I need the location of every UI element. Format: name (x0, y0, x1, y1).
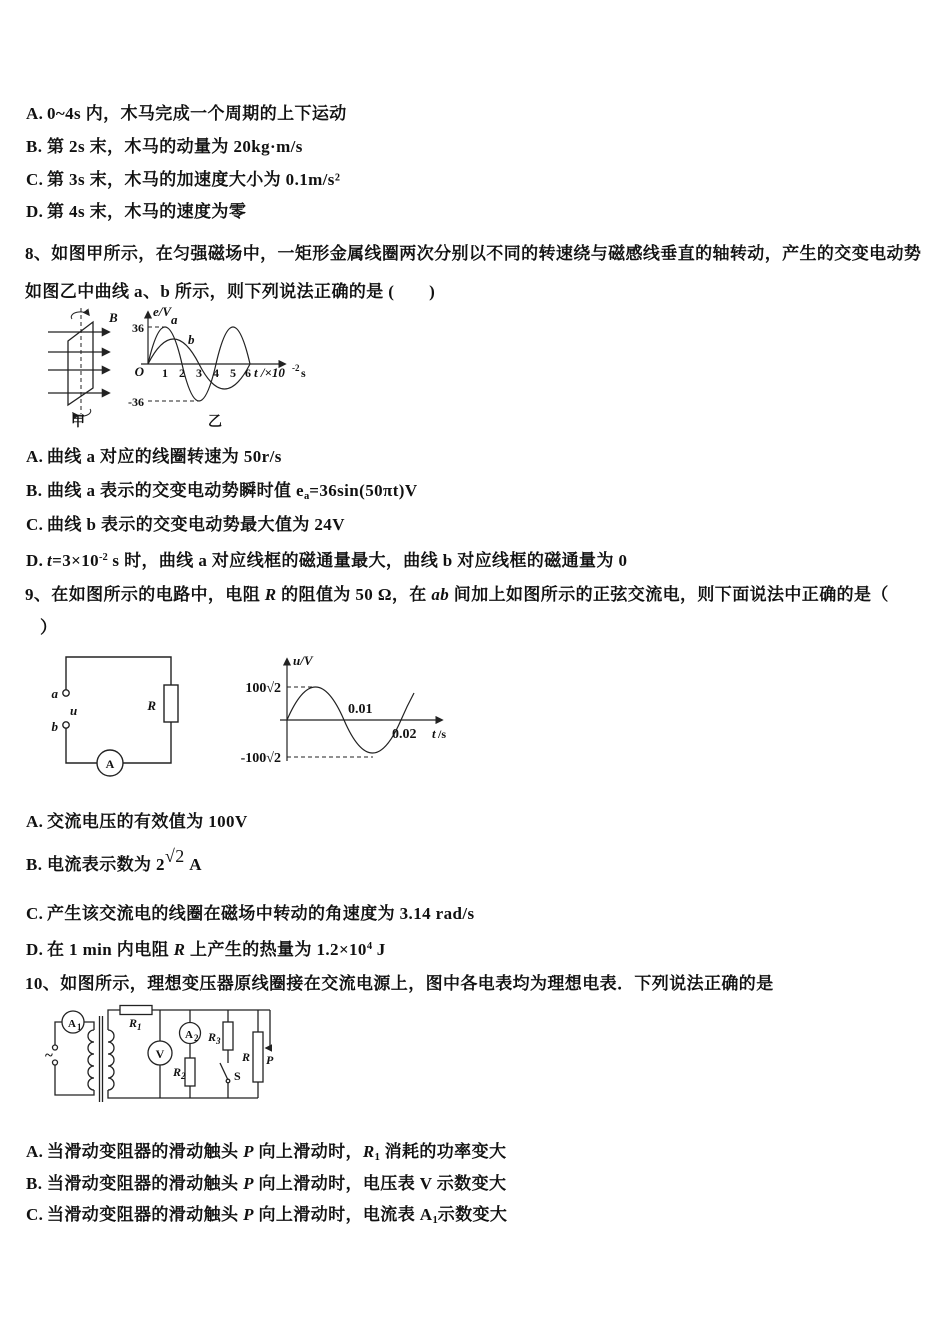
ammeter-a1-sub: 1 (77, 1022, 82, 1032)
resistor-R1-sub: 1 (137, 1022, 142, 1032)
q10-option-a (26, 1141, 506, 1169)
ac-source-symbol: ~ (45, 1048, 53, 1064)
q7-option-c (26, 169, 340, 191)
ymin-label: -36 (128, 395, 144, 409)
y-axis-label: u/V (293, 653, 313, 668)
slider-P-label: P (266, 1053, 274, 1067)
option-text: 交流电压的有效值为 100V (47, 812, 248, 831)
option-letter: A. (26, 104, 44, 123)
option-text: 第 2s 末，木马的动量为 20kg·m/s (47, 137, 303, 156)
label-jia: 甲 (71, 415, 85, 430)
x-tick-2: 2 (179, 366, 185, 380)
q7-option-a (26, 103, 347, 125)
resistor-R3-label: R (208, 1030, 217, 1044)
option-text: 0~4s 内，木马完成一个周期的上下运动 (47, 104, 347, 123)
option-letter: A. (26, 1142, 44, 1161)
x-axis-label-t: t (432, 726, 436, 741)
primary-coil (88, 1030, 94, 1090)
field-label-B: B (109, 310, 118, 325)
q8-stem-line2: 如图乙中曲线 a、b 所示，则下列说法正确的是 ( ) (25, 282, 436, 301)
origin-label: O (134, 364, 144, 379)
option-text: 产生该交流电的线圈在磁场中转动的角速度为 3.14 rad/s (47, 904, 475, 923)
option-letter: B. (26, 481, 43, 500)
option-text: 曲线 b 表示的交变电动势最大值为 24V (47, 515, 345, 534)
q9-stem-close-paren: ） (40, 618, 58, 637)
curve-a-label: a (171, 312, 178, 327)
voltmeter-letter: V (155, 1047, 165, 1061)
x-unit-exp: -2 (292, 363, 300, 373)
resistor-R1 (120, 1006, 152, 1015)
x-axis-label-s: /s (438, 727, 447, 741)
option-text: 第 3s 末，木马的加速度大小为 0.1m/s² (47, 170, 341, 189)
option-text: 当滑动变阻器的滑动触头 P 向上滑动时，电压表 V 示数变大 (47, 1174, 507, 1193)
q8-option-d (26, 547, 627, 572)
source-terminal (53, 1060, 58, 1065)
x-tick-4: 4 (213, 366, 219, 380)
option-text: 当滑动变阻器的滑动触头 P 向上滑动时，电流表 A1示数变大 (47, 1205, 508, 1226)
q8-option-c (26, 514, 345, 536)
q9-option-d (26, 936, 386, 961)
bottom-rail (108, 1090, 258, 1098)
switch-label: S (234, 1069, 241, 1083)
emf-graph (141, 312, 285, 401)
resistor-R-label: R (147, 698, 156, 713)
coil-in-field-diagram (48, 308, 109, 416)
option-letter: D. (26, 940, 44, 959)
resistor-R (164, 685, 178, 722)
option-text: 曲线 a 表示的交变电动势瞬时值 ea=36sin(50πt)V (47, 481, 418, 502)
resistor-R3-sub: 3 (216, 1036, 221, 1046)
option-letter: C. (26, 904, 44, 923)
resistor-R1-label: R (129, 1016, 138, 1030)
ymax-label: 36 (132, 321, 144, 335)
option-text: $t=3\times 10^{-2}$ s 时，曲线 a 对应线框的磁通量最大，曲线 b 对应线框的磁通量为 0 (47, 551, 628, 570)
option-letter: A. (26, 447, 44, 466)
option-letter: C. (26, 1205, 44, 1224)
q8-option-a (26, 446, 282, 468)
resistor-R2-label: R (173, 1065, 182, 1079)
curve-b-label: b (188, 332, 195, 347)
primary-wire-top (55, 1022, 62, 1045)
secondary-wire-top (108, 1010, 120, 1030)
option-text: 曲线 a 对应的线圈转速为 50r/s (47, 447, 282, 466)
y-axis-label: e/V (153, 304, 172, 319)
rotation-arrow-top (71, 312, 89, 319)
option-letter: B. (26, 1174, 43, 1193)
circuit-diagram (63, 657, 178, 776)
switch-pivot (226, 1079, 230, 1083)
q8-option-b (26, 480, 418, 508)
q8-figure (45, 302, 345, 434)
x-unit-s: s (301, 366, 306, 380)
q9-option-a (26, 811, 248, 833)
option-text: 在 1 min 内电阻 R 上产生的热量为 $1.2\times 10^4$ J (47, 940, 386, 959)
q9-stem: 9、在如图所示的电路中，电阻 R 的阻值为 50 Ω，在 ab 间加上如图所示的正弦交流电，则下面说法中正确的是（ (25, 585, 889, 604)
source-terminal (53, 1045, 58, 1050)
ammeter-letter: A (105, 757, 115, 771)
terminal-a-label: a (51, 686, 58, 701)
x-tick-002: 0.02 (392, 727, 417, 742)
q8-stem-line1: 8、如图甲所示，在匀强磁场中，一矩形金属线圈两次分别以不同的转速绕与磁感线垂直的轴转动，产生的交变电动势 (25, 244, 922, 263)
option-letter: D. (26, 551, 44, 570)
ammeter-a2-letter: A (185, 1029, 193, 1041)
x-unit-base: t /×10 (254, 365, 285, 380)
option-text: 电流表示数为 2√2 A (47, 846, 202, 874)
ammeter-a2-sub: 2 (194, 1033, 199, 1043)
q7-option-d (26, 201, 246, 223)
secondary-coil (108, 1030, 114, 1090)
option-text: 第 4s 末，木马的速度为零 (47, 202, 247, 221)
option-text: 当滑动变阻器的滑动触头 P 向上滑动时，R1 消耗的功率变大 (47, 1142, 507, 1163)
q9-figure (48, 643, 468, 803)
ammeter-a1-letter: A (68, 1018, 76, 1030)
option-letter: D. (26, 202, 44, 221)
option-letter: B. (26, 855, 43, 874)
label-yi: 乙 (208, 415, 222, 430)
option-letter: A. (26, 812, 44, 831)
rheostat-R-label: R (241, 1050, 250, 1064)
terminal-b-label: b (51, 719, 58, 734)
x-tick-3: 3 (196, 366, 202, 380)
vmax-label: 100√2 (245, 681, 281, 696)
q7-option-b (26, 136, 303, 158)
option-letter: C. (26, 515, 44, 534)
x-tick-6: 6 (245, 366, 251, 380)
switch-blade (220, 1063, 228, 1080)
rheostat-R (253, 1032, 263, 1082)
resistor-R2-sub: 2 (181, 1071, 186, 1081)
terminal-a (63, 690, 69, 696)
x-tick-001: 0.01 (348, 702, 373, 717)
primary-wire-to-coil (84, 1022, 94, 1030)
resistor-R3 (223, 1022, 233, 1050)
vmin-label: -100√2 (240, 751, 281, 766)
q10-figure (36, 1002, 281, 1122)
q9-option-b (26, 846, 202, 876)
voltage-u-label: u (70, 703, 78, 718)
q10-stem: 10、如图所示，理想变压器原线圈接在交流电源上，图中各电表均为理想电表．下列说法正确的是 (25, 974, 774, 993)
resistor-R2 (185, 1058, 195, 1086)
q10-option-b (26, 1173, 506, 1195)
q9-option-c (26, 903, 475, 925)
x-tick-1: 1 (162, 366, 168, 380)
terminal-b (63, 722, 69, 728)
q10-option-c (26, 1204, 507, 1232)
option-letter: C. (26, 170, 44, 189)
option-letter: B. (26, 137, 43, 156)
x-tick-5: 5 (230, 366, 236, 380)
